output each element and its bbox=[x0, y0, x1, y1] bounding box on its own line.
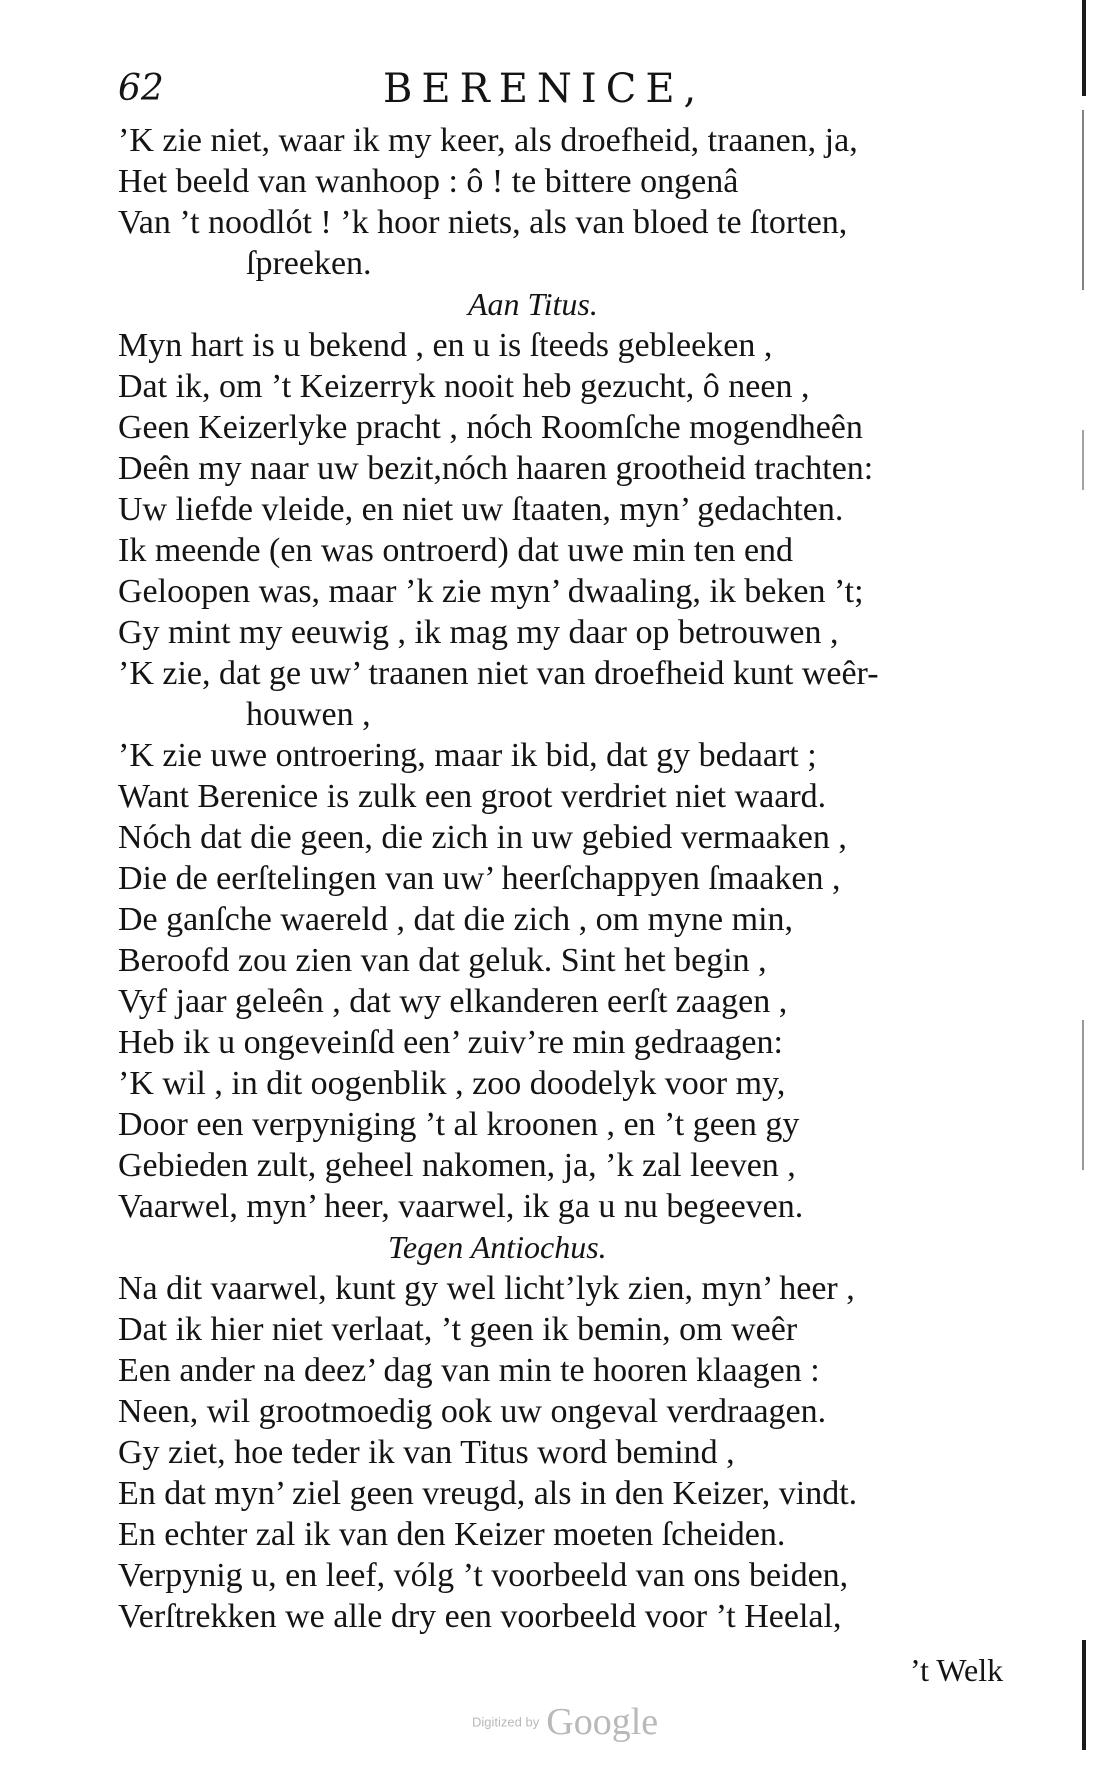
verse-line: Dat ik hier niet verlaat, ’t geen ik bemin, om weêr bbox=[118, 1311, 798, 1348]
catchword: ’t Welk bbox=[910, 1652, 1004, 1688]
verse-line: Geen Keizerlyke pracht , nóch Roomſche mogendheên bbox=[118, 409, 863, 446]
watermark-prefix: Digitized by bbox=[472, 1714, 540, 1730]
verse-line: Vyf jaar geleên , dat wy elkanderen eerſt zaagen , bbox=[118, 983, 788, 1020]
verse-line: ’K wil , in dit oogenblik , zoo doodelyk voor my, bbox=[118, 1065, 786, 1102]
verse-line: Myn hart is u bekend , en u is ſteeds gebleeken , bbox=[118, 327, 773, 364]
page-number: 62 bbox=[118, 68, 164, 109]
verse-line: Gy mint my eeuwig , ik mag my daar op betrouwen , bbox=[118, 614, 839, 651]
verse-line: Heb ik u ongeveinſd een’ zuiv’re min gedraagen: bbox=[118, 1024, 783, 1061]
verse-line: Want Berenice is zulk een groot verdriet niet waard. bbox=[118, 778, 827, 815]
verse-line: ’K zie, dat ge uw’ traanen niet van droefheid kunt weêr- bbox=[118, 655, 879, 692]
page-header bbox=[118, 60, 798, 120]
verse-line: Vaarwel, myn’ heer, vaarwel, ik ga u nu begeeven. bbox=[118, 1188, 804, 1225]
verse-line: Gebieden zult, geheel nakomen, ja, ’k zal leeven , bbox=[118, 1147, 796, 1184]
running-title: BERENICE, bbox=[383, 66, 706, 112]
verse-line: ’K zie niet, waar ik my keer, als droefheid, traanen, ja, bbox=[118, 122, 858, 159]
verse-line: Die de eerſtelingen van uw’ heerſchappyen ſmaaken , bbox=[118, 860, 841, 897]
verse-line: De ganſche waereld , dat die zich , om myne min, bbox=[118, 901, 794, 938]
verse-line: Geloopen was, maar ’k zie myn’ dwaaling, ik beken ’t; bbox=[118, 573, 864, 610]
verse-line: Neen, wil grootmoedig ook uw ongeval verdraagen. bbox=[118, 1393, 827, 1430]
verse-line: Dat ik, om ’t Keizerryk nooit heb gezucht, ô neen , bbox=[118, 368, 810, 405]
digitized-watermark bbox=[472, 1700, 658, 1744]
watermark-brand: Google bbox=[546, 1701, 659, 1743]
verse-line: En dat myn’ ziel geen vreugd, als in den Keizer, vindt. bbox=[118, 1475, 858, 1512]
verse-line: Verſtrekken we alle dry een voorbeeld voor ’t Heelal, bbox=[118, 1598, 842, 1635]
verse-line: Het beeld van wanhoop : ô ! te bittere ongenâ bbox=[118, 163, 739, 200]
verse-text bbox=[118, 120, 1058, 1637]
stage-direction: Tegen Antiochus. bbox=[388, 1229, 607, 1265]
verse-line: Uw liefde vleide, en niet uw ſtaaten, myn’ gedachten. bbox=[118, 491, 844, 528]
verse-line: Deên my naar uw bezit,nóch haaren grootheid trachten: bbox=[118, 450, 874, 487]
verse-line: Beroofd zou zien van dat geluk. Sint het begin , bbox=[118, 942, 767, 979]
verse-line: Na dit vaarwel, kunt gy wel licht’lyk zien, myn’ heer , bbox=[118, 1270, 855, 1307]
page-edge bbox=[1082, 0, 1086, 1786]
verse-line: Een ander na deez’ dag van min te hooren klaagen : bbox=[118, 1352, 820, 1389]
verse-line: Nóch dat die geen, die zich in uw gebied vermaaken , bbox=[118, 819, 847, 856]
verse-line: En echter zal ik van den Keizer moeten ſcheiden. bbox=[118, 1516, 786, 1553]
verse-line: ’K zie uwe ontroering, maar ik bid, dat gy bedaart ; bbox=[118, 737, 817, 774]
verse-line: Van ’t noodlót ! ’k hoor niets, als van bloed te ſtorten, bbox=[118, 204, 848, 241]
verse-line: Gy ziet, hoe teder ik van Titus word bemind , bbox=[118, 1434, 735, 1471]
verse-line: Ik meende (en was ontroerd) dat uwe min ten end bbox=[118, 532, 794, 569]
verse-line-continuation: houwen , bbox=[246, 696, 371, 733]
verse-line-continuation: ſpreeken. bbox=[246, 245, 372, 282]
verse-line: Door een verpyniging ’t al kroonen , en ’t geen gy bbox=[118, 1106, 800, 1143]
stage-direction: Aan Titus. bbox=[468, 286, 598, 322]
verse-line: Verpynig u, en leef, vólg ’t voorbeeld van ons beiden, bbox=[118, 1557, 849, 1594]
